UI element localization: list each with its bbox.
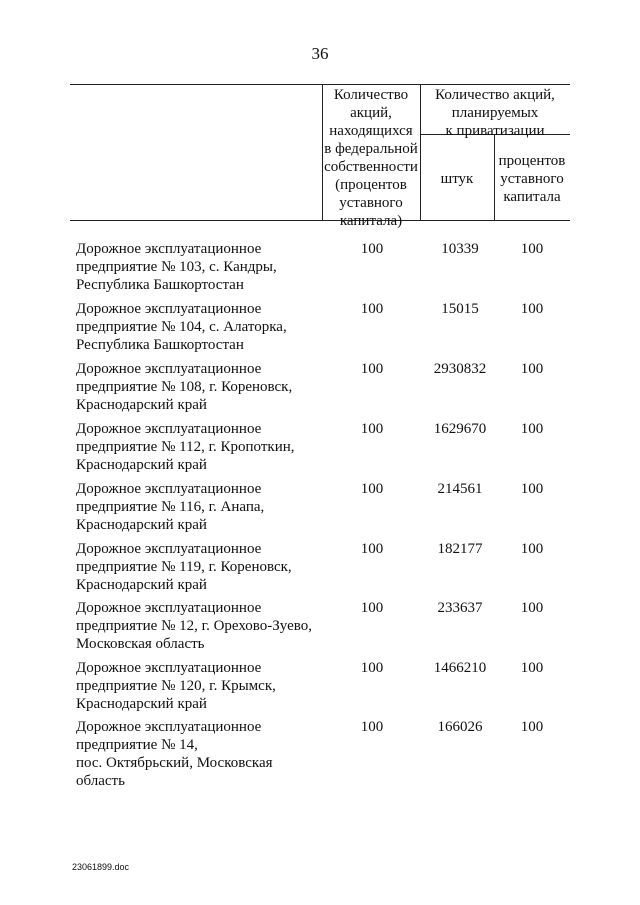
page-number: 36 — [311, 44, 329, 63]
header-federal-shares: Количество акций, находящихся в федеральной собственности (процентов уставного капитала) — [324, 87, 418, 229]
row-pieces: 15015 — [441, 301, 479, 317]
row-percent: 100 — [520, 241, 544, 257]
row-percent: 100 — [520, 301, 544, 317]
row-name: Дорожное эксплуатационное предприятие № 112, г. Кропоткин, Краснодарский край — [76, 421, 295, 473]
row-name: Дорожное эксплуатационное предприятие № 116, г. Анапа, Краснодарский край — [76, 481, 265, 533]
row-name: Дорожное эксплуатационное предприятие № 103, с. Кандры, Республика Башкортостан — [76, 241, 277, 293]
row-federal: 100 — [360, 361, 384, 377]
row-federal: 100 — [360, 600, 384, 616]
row-name: Дорожное эксплуатационное предприятие № 119, г. Кореновск, Краснодарский край — [76, 541, 292, 593]
row-percent: 100 — [520, 481, 544, 497]
row-pieces: 2930832 — [433, 361, 487, 377]
row-name: Дорожное эксплуатационное предприятие № 12, г. Орехово-Зуево, Московская область — [76, 600, 312, 652]
row-federal: 100 — [360, 660, 384, 676]
row-percent: 100 — [520, 541, 544, 557]
row-percent: 100 — [520, 421, 544, 437]
row-pieces: 10339 — [441, 241, 479, 257]
row-percent: 100 — [520, 361, 544, 377]
row-federal: 100 — [360, 481, 384, 497]
header-bottom-rule — [70, 220, 570, 221]
row-name: Дорожное эксплуатационное предприятие № 120, г. Крымск, Краснодарский край — [76, 660, 276, 712]
header-planned-shares: Количество акций, планируемых к приватизации — [435, 87, 555, 139]
row-name: Дорожное эксплуатационное предприятие № 104, с. Алаторка, Республика Башкортостан — [76, 301, 287, 353]
row-pieces: 1629670 — [433, 421, 487, 437]
row-percent: 100 — [520, 660, 544, 676]
footer-filename: 23061899.doc — [72, 862, 130, 872]
row-percent: 100 — [520, 719, 544, 735]
row-pieces: 166026 — [437, 719, 483, 735]
row-pieces: 233637 — [437, 600, 483, 616]
row-pieces: 214561 — [437, 481, 483, 497]
row-name: Дорожное эксплуатационное предприятие № 108, г. Кореновск, Краснодарский край — [76, 361, 293, 413]
row-name: Дорожное эксплуатационное предприятие № 14, пос. Октябрьский, Московская область — [76, 719, 273, 789]
header-pieces: штук — [440, 171, 474, 187]
row-pieces: 1466210 — [433, 660, 487, 676]
header-percent: процентов уставного капитала — [498, 153, 566, 205]
row-percent: 100 — [520, 600, 544, 616]
table-top-rule — [70, 84, 570, 85]
row-federal: 100 — [360, 719, 384, 735]
row-federal: 100 — [360, 241, 384, 257]
row-federal: 100 — [360, 541, 384, 557]
row-federal: 100 — [360, 301, 384, 317]
row-pieces: 182177 — [437, 541, 483, 557]
row-federal: 100 — [360, 421, 384, 437]
